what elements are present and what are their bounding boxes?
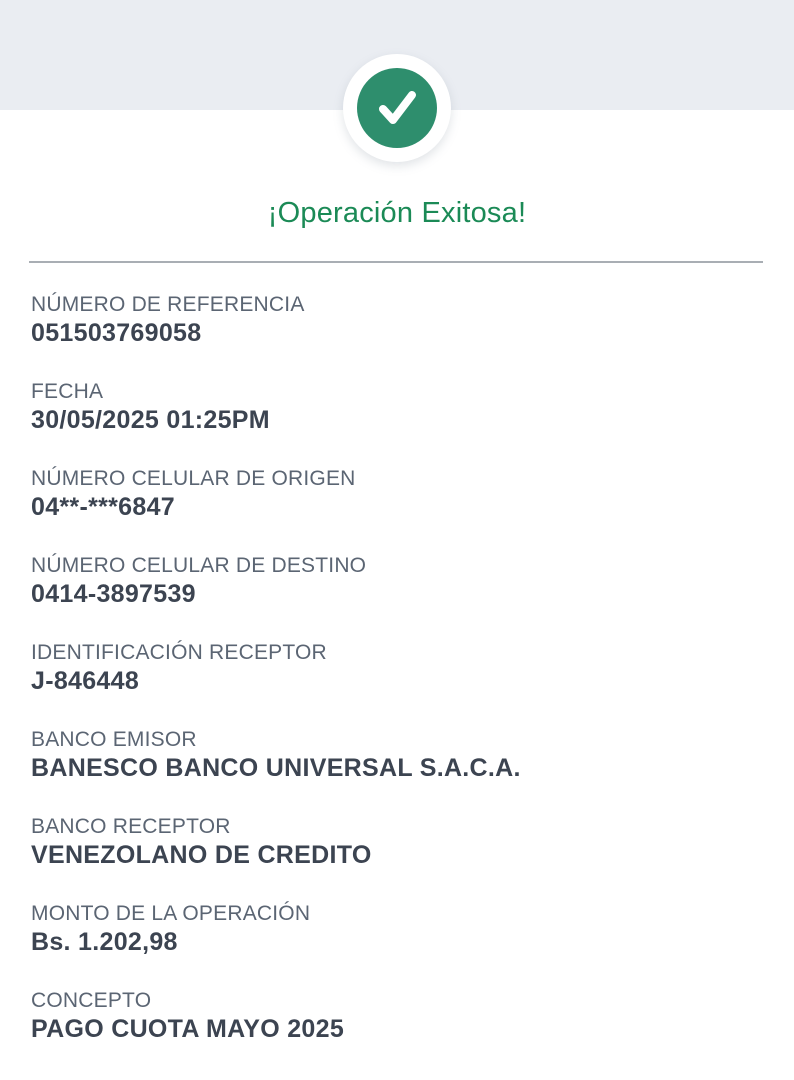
field-sender-bank [31, 727, 770, 783]
field-label: FECHA [31, 380, 104, 403]
success-badge [343, 54, 451, 162]
field-label: NÚMERO CELULAR DE ORIGEN [31, 467, 356, 490]
field-origin-phone [31, 466, 770, 522]
field-value: VENEZOLANO DE CREDITO [31, 841, 372, 869]
field-receiver-bank [31, 814, 770, 870]
field-amount [31, 901, 770, 957]
field-value: 04**-***6847 [31, 493, 175, 521]
field-value: PAGO CUOTA MAYO 2025 [31, 1015, 345, 1043]
field-date [31, 379, 770, 435]
field-label: IDENTIFICACIÓN RECEPTOR [31, 641, 327, 664]
field-label: BANCO EMISOR [31, 728, 197, 751]
field-label: CONCEPTO [31, 989, 152, 1012]
field-label: BANCO RECEPTOR [31, 815, 231, 838]
field-value: 30/05/2025 01:25PM [31, 406, 270, 434]
field-value: 0414-3897539 [31, 580, 196, 608]
field-value: BANESCO BANCO UNIVERSAL S.A.C.A. [31, 754, 521, 782]
check-icon [357, 68, 437, 148]
field-value: J-846448 [31, 667, 140, 695]
field-label: MONTO DE LA OPERACIÓN [31, 902, 311, 925]
field-concept [31, 988, 770, 1044]
page-title: ¡Operación Exitosa! [267, 197, 527, 229]
receipt-fields [31, 292, 770, 1075]
field-value: Bs. 1.202,98 [31, 928, 178, 956]
field-receiver-id [31, 640, 770, 696]
field-label: NÚMERO CELULAR DE DESTINO [31, 554, 367, 577]
divider [29, 261, 763, 263]
field-value: 051503769058 [31, 319, 202, 347]
field-reference-number [31, 292, 770, 348]
field-label: NÚMERO DE REFERENCIA [31, 293, 305, 316]
field-destination-phone [31, 553, 770, 609]
